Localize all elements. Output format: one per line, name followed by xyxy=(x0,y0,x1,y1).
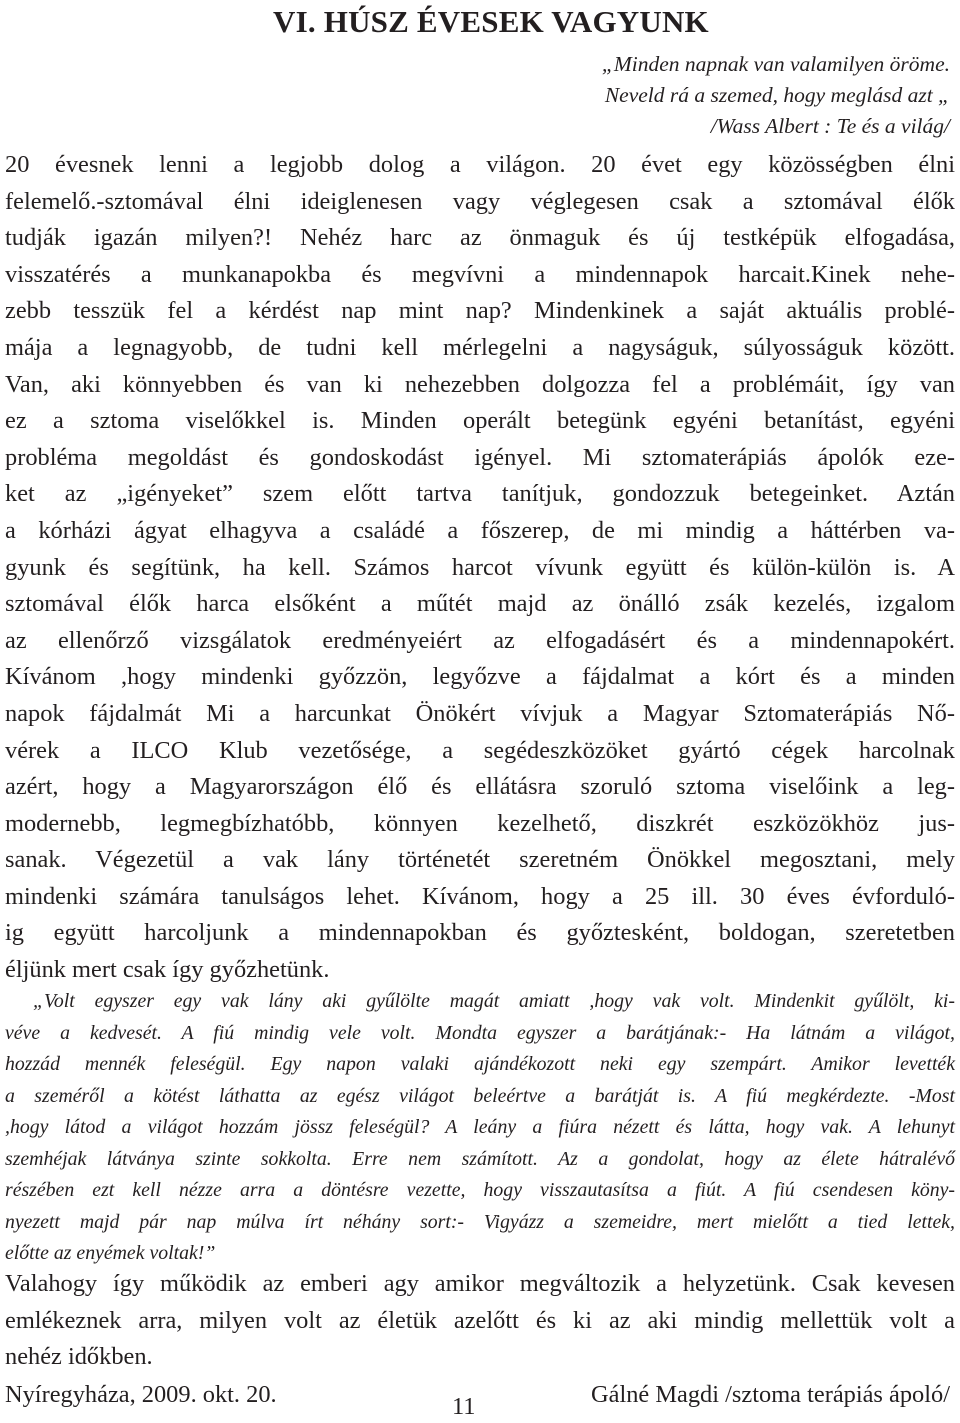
body-line: Van, aki könnyebben és van ki nehezebben dolgozza fel a problémáit, így van xyxy=(5,370,955,398)
story-line: hozzád mennék feleségül. Egy napon valaki ajándékozott neki egy szempárt. Amikor levették xyxy=(5,1053,955,1075)
body-line: ket az „igényeket” szem előtt tartva tanítjuk, gondozzuk betegeinket. Aztán xyxy=(5,480,955,508)
story-line: nyezett majd pár nap múlva írt néhány sort:- Vigyázz a szemeidre, mert mielőtt a tied lettek, xyxy=(5,1210,955,1233)
body-line: visszatérés a munkanapokba és megvívni a mindennapok harcait.Kinek nehe- xyxy=(5,260,955,288)
story-line: ,hogy látod a világot hozzám jössz feleségül? A leány a fiúra nézett és látta, hogy vak. A lehunyt xyxy=(5,1116,955,1138)
body-line: 20 évesnek lenni a legjobb dolog a világon. 20 évet egy közösségben élni xyxy=(5,151,955,178)
body-line: Kívánom ,hogy mindenki győzzön, legyőzve a fájdalmat a kórt és a minden xyxy=(5,663,955,691)
author-signature: Gálné Magdi /sztoma terápiás ápoló/ xyxy=(591,1381,950,1408)
body-line: vérek a ILCO Klub vezetősége, a segédeszközöket gyártó cégek harcolnak xyxy=(5,736,955,764)
body-line: mája a legnagyobb, de tudni kell mérlegelni a nagyságuk, súlyosságuk között. xyxy=(5,333,955,361)
epigraph xyxy=(602,49,950,142)
body-line: felemelő.-sztomával élni ideiglenesen vagy véglegesen csak a sztomával élők xyxy=(5,187,955,215)
blind-girl-story xyxy=(5,986,955,1270)
closing-line: emlékeznek arra, milyen volt az életük azelőtt és ki az aki mindig mellettük volt a xyxy=(5,1306,955,1334)
body-line: zebb tesszük fel a kérdést nap mint nap? Mindenkinek a saját aktuális problé- xyxy=(5,297,955,325)
story-line: véve a kedvesét. A fiú mindig vele volt. Mondta egyszer a barátjának:- Ha látnám a világot, xyxy=(5,1021,955,1044)
main-paragraph xyxy=(5,147,955,989)
body-line: ez a sztoma viselőkkel is. Minden operált betegünk egyéni betanítást, egyéni xyxy=(5,407,955,435)
body-line: sanak. Végezetül a vak lány történetét szeretném Önökkel megosztani, mely xyxy=(5,846,955,874)
closing-paragraph xyxy=(5,1266,955,1376)
epigraph-line-2: Neveld rá a szemed, hogy meglásd azt „ xyxy=(604,83,950,107)
place-and-date: Nyíregyháza, 2009. okt. 20. xyxy=(5,1381,277,1408)
epigraph-line-1: „Minden napnak van valamilyen öröme. xyxy=(601,52,950,76)
body-line: napok fájdalmát Mi a harcunkat Önökért vívjuk a Magyar Sztomaterápiás Nő- xyxy=(5,699,955,727)
body-line: a kórházi ágyat elhagyva a családé a főszerep, de mi mindig a háttérben va- xyxy=(5,516,955,544)
story-line: szemhéjak látványa szinte sokkolta. Erre nem számított. Az a gondolat, hogy az élete hátralévő xyxy=(5,1147,955,1170)
closing-line: Valahogy így működik az emberi agy amikor megváltozik a helyzetünk. Csak kevesen xyxy=(5,1270,955,1297)
body-line: mindenki számára tanulságos lehet. Kívánom, hogy a 25 ill. 30 éves évforduló- xyxy=(5,882,955,910)
story-line: „Volt egyszer egy vak lány aki gyűlölte magát amiatt ,hogy vak volt. Mindenkit gyűlölt, ki- xyxy=(33,990,955,1012)
body-line: ig együtt harcoljunk a mindennapokban és győztesként, boldogan, szeretetben xyxy=(5,919,955,947)
body-line: az ellenőrző vizsgálatok eredményeiért az elfogadásért és a mindennapokért. xyxy=(5,626,955,654)
body-line: gyunk és segítünk, ha kell. Számos harcot vívunk együtt és külön-külön is. A xyxy=(5,553,955,581)
body-line: éljünk mert csak így győzhetünk. xyxy=(5,956,330,984)
page-number: 11 xyxy=(452,1393,476,1420)
body-line: sztomával élők harca elsőként a műtét majd az önálló zsák kezelés, izgalom xyxy=(5,590,955,618)
body-line: azért, hogy a Magyarországon élő és ellátásra szoruló sztoma viselőink a leg- xyxy=(5,773,955,801)
story-line: részében ezt kell nézze arra a döntésre vezette, hogy visszautasítsa a fiút. A fiú csendesen köny- xyxy=(5,1179,955,1201)
body-line: probléma megoldást és gondoskodást igényel. Mi sztomaterápiás ápolók eze- xyxy=(5,443,955,471)
closing-line: nehéz időkben. xyxy=(5,1343,153,1371)
body-line: modernebb, legmegbízhatóbb, könnyen kezelhető, diszkrét eszközökhöz jus- xyxy=(5,809,955,837)
story-line: a szeméről a kötést láthatta az egész világot beleértve a barátját is. A fiú megkérdezte. -Most xyxy=(5,1084,955,1107)
chapter-title: VI. HÚSZ ÉVESEK VAGYUNK xyxy=(273,4,709,39)
body-line: tudják igazán milyen?! Nehéz harc az önmaguk és új testképük elfogadása, xyxy=(5,224,955,252)
epigraph-source: /Wass Albert : Te és a világ/ xyxy=(710,114,950,138)
story-line: előtte az enyémek voltak!” xyxy=(5,1242,216,1264)
